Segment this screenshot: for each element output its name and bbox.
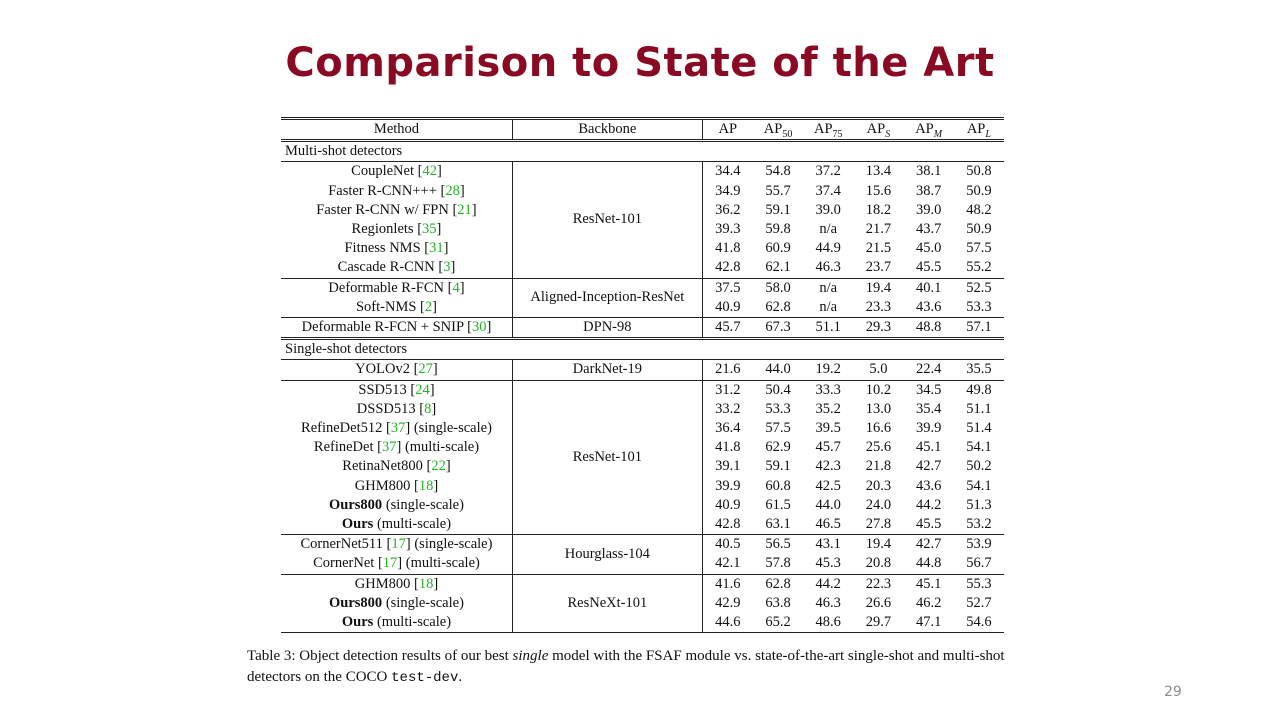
metric-cell: 19.4 <box>853 535 903 555</box>
metric-cell: 5.0 <box>869 361 888 378</box>
metric-cell: 35.2 <box>815 400 841 417</box>
metric-cell: 51.1 <box>966 400 992 417</box>
metric-cell: 31.2 <box>702 380 753 400</box>
metric-cell: 26.6 <box>865 594 892 611</box>
citation-link[interactable]: 27 <box>418 361 433 378</box>
metric-cell: 25.6 <box>865 439 892 456</box>
table-row <box>281 318 1004 339</box>
section-title: Single-shot detectors <box>281 339 1004 360</box>
citation-link[interactable]: 22 <box>431 458 446 475</box>
backbone-cell: DarkNet-19 <box>512 360 702 380</box>
method-cell: SSD513 [24] <box>281 380 512 400</box>
method-cell: Faster R-CNN w/ FPN [21] <box>316 201 477 218</box>
backbone-cell: DPN-98 <box>512 318 702 339</box>
comparison-table-container <box>281 117 1004 633</box>
metric-cell: 45.3 <box>815 555 841 572</box>
method-cell: Regionlets [35] <box>351 221 442 238</box>
metric-cell: 22.3 <box>853 574 903 594</box>
metric-cell: 39.0 <box>915 201 942 218</box>
table-caption: Table 3: Object detection results of our best single model with the FSAF module vs. state-of-the-art single-shot and multi-shot detectors on the COCO test-dev. <box>247 648 1005 686</box>
metric-cell: 62.8 <box>765 298 791 315</box>
metric-cell: 46.5 <box>815 516 841 533</box>
metric-cell: 44.8 <box>915 555 942 572</box>
citation-link[interactable]: 18 <box>418 477 434 494</box>
table-header-row <box>281 119 1004 141</box>
metric-cell: 42.5 <box>815 477 841 494</box>
metric-cell: 42.8 <box>715 259 741 276</box>
metric-cell: 54.1 <box>966 477 992 494</box>
metric-cell: 40.5 <box>702 535 753 555</box>
section-header-row <box>281 141 1004 162</box>
metric-cell: n/a <box>819 221 838 238</box>
method-name: Faster R-CNN+++ <box>328 182 437 199</box>
metric-cell: 23.7 <box>865 259 892 276</box>
method-cell: YOLOv2 [27] <box>355 361 438 378</box>
citation-link[interactable]: 4 <box>452 279 460 296</box>
metric-cell: 53.9 <box>954 535 1004 555</box>
metric-cell: 44.6 <box>715 614 741 631</box>
method-cell: Deformable R-FCN [4] <box>281 278 512 298</box>
metric-cell: 34.4 <box>715 163 741 180</box>
method-cell: CoupleNet [42] <box>351 163 442 180</box>
header-apm: $AP_M$ <box>904 119 954 141</box>
metric-cell: 21.5 <box>865 240 892 257</box>
method-cell: GHM800 [18] <box>354 477 439 494</box>
metric-cell: 45.7 <box>815 439 841 456</box>
metric-cell: 51.1 <box>803 318 853 339</box>
metric-cell: 59.8 <box>765 221 791 238</box>
metric-cell: 20.3 <box>865 477 892 494</box>
method-name: GHM800 <box>354 575 411 592</box>
backbone-cell: ResNet-101 <box>512 162 702 278</box>
header-ap50: $AP_{50}$ <box>753 119 803 141</box>
method-cell: Cascade R-CNN [3] <box>337 259 456 276</box>
method-name: Ours <box>341 516 374 533</box>
metric-cell: 40.9 <box>715 496 741 513</box>
method-name: SSD513 <box>358 381 407 398</box>
metric-cell: 46.2 <box>915 594 942 611</box>
backbone-cell: Aligned-Inception-ResNet <box>512 278 702 317</box>
metric-cell: 44.2 <box>803 574 853 594</box>
table-row <box>281 162 1004 182</box>
metric-cell: 42.7 <box>915 458 942 475</box>
citation-link[interactable]: 37 <box>390 420 406 437</box>
metric-cell: 44.0 <box>815 496 841 513</box>
method-name: CornerNet511 <box>300 536 383 553</box>
metric-cell: 48.8 <box>904 318 954 339</box>
metric-cell: 46.3 <box>815 594 841 611</box>
metric-cell: 34.5 <box>904 380 954 400</box>
metric-cell: 19.2 <box>815 361 841 378</box>
metric-cell: 37.5 <box>702 278 753 298</box>
metric-cell: 46.3 <box>815 259 841 276</box>
method-scale-note: (multi-scale) <box>373 516 452 533</box>
metric-cell: 35.5 <box>966 361 992 378</box>
metric-cell: 43.6 <box>915 477 942 494</box>
method-name: RetinaNet800 <box>342 458 423 475</box>
citation-link[interactable]: 37 <box>381 439 397 456</box>
citation-link[interactable]: 30 <box>471 319 487 336</box>
method-cell: CornerNet [17] (multi-scale) <box>313 555 480 572</box>
citation-link[interactable]: 35 <box>422 221 437 238</box>
method-name: Ours800 <box>329 496 383 513</box>
metric-cell: 13.4 <box>865 163 892 180</box>
metric-cell: 53.2 <box>966 516 992 533</box>
metric-cell: 54.8 <box>765 163 791 180</box>
method-cell: Soft-NMS [2] <box>355 298 437 315</box>
metric-cell: 21.7 <box>865 221 892 238</box>
metric-cell: 38.7 <box>915 182 942 199</box>
metric-cell: 59.1 <box>765 201 791 218</box>
backbone-cell: ResNet-101 <box>512 380 702 535</box>
metric-cell: 54.1 <box>966 439 992 456</box>
metric-cell: 57.5 <box>765 420 791 437</box>
method-cell: DSSD513 [8] <box>356 400 437 417</box>
metric-cell: 59.1 <box>765 458 791 475</box>
metric-cell: 18.2 <box>865 201 892 218</box>
citation-link[interactable]: 21 <box>457 201 472 218</box>
metric-cell: 50.8 <box>966 163 992 180</box>
method-name: Regionlets <box>351 221 414 238</box>
metric-cell: 23.3 <box>865 298 892 315</box>
metric-cell: 42.9 <box>715 594 741 611</box>
table-body <box>281 141 1004 633</box>
metric-cell: 29.7 <box>865 614 892 631</box>
method-name: GHM800 <box>354 477 411 494</box>
metric-cell: 67.3 <box>753 318 803 339</box>
citation-link[interactable]: 2 <box>424 298 433 315</box>
metric-cell: 48.2 <box>966 201 992 218</box>
metric-cell: 15.6 <box>865 182 892 199</box>
section-title: Multi-shot detectors <box>281 141 1004 162</box>
metric-cell: 39.0 <box>815 201 841 218</box>
method-name: Deformable R-FCN + SNIP <box>301 319 464 336</box>
metric-cell: 51.4 <box>966 420 992 437</box>
comparison-table <box>281 117 1004 633</box>
method-scale-note: (single-scale) <box>382 594 464 611</box>
metric-cell: 65.2 <box>765 614 791 631</box>
citation-link[interactable]: 3 <box>443 259 451 276</box>
method-name: Cascade R-CNN <box>337 259 435 276</box>
metric-cell: 39.3 <box>715 221 741 238</box>
header-apl: $AP_L$ <box>954 119 1004 141</box>
metric-cell: 45.7 <box>702 318 753 339</box>
metric-cell: 21.6 <box>715 361 741 378</box>
metric-cell: 47.1 <box>915 614 942 631</box>
method-cell <box>281 515 512 535</box>
metric-cell: 53.3 <box>765 400 791 417</box>
metric-cell: 40.1 <box>904 278 954 298</box>
metric-cell: 60.9 <box>765 240 791 257</box>
metric-cell: 34.9 <box>715 182 741 199</box>
header-backbone: Backbone <box>512 119 702 141</box>
method-cell: Faster R-CNN+++ [28] <box>328 182 465 199</box>
method-name: RefineDet <box>313 439 374 456</box>
metric-cell: 42.3 <box>815 458 841 475</box>
slide-title: Comparison to State of the Art <box>285 40 995 86</box>
metric-cell: 33.2 <box>715 400 741 417</box>
citation-link[interactable]: 24 <box>415 381 430 398</box>
metric-cell: 53.3 <box>966 298 992 315</box>
method-scale-note: (multi-scale) <box>373 614 452 631</box>
metric-cell: 37.2 <box>815 163 841 180</box>
metric-cell: 57.8 <box>765 555 791 572</box>
metric-cell: 16.6 <box>865 420 892 437</box>
metric-cell: 56.5 <box>753 535 803 555</box>
method-name: YOLOv2 <box>355 361 410 378</box>
citation-link[interactable]: 18 <box>418 575 434 592</box>
method-cell: RefineDet [37] (multi-scale) <box>313 439 480 456</box>
metric-cell: 43.7 <box>915 221 942 238</box>
metric-cell: 29.3 <box>853 318 903 339</box>
method-cell <box>281 496 512 515</box>
method-name: Ours800 <box>329 594 383 611</box>
table-row <box>281 574 1004 594</box>
method-cell: CornerNet511 [17] (single-scale) <box>281 535 512 555</box>
header-method: Method <box>281 119 512 141</box>
metric-cell: 44.2 <box>915 496 942 513</box>
metric-cell: 45.0 <box>915 240 942 257</box>
metric-cell: 55.7 <box>765 182 791 199</box>
method-name: Soft-NMS <box>355 298 417 315</box>
table-row <box>281 535 1004 555</box>
metric-cell: 27.8 <box>865 516 892 533</box>
metric-cell: 20.8 <box>865 555 892 572</box>
method-name: Faster R-CNN w/ FPN <box>316 201 449 218</box>
metric-cell: 39.9 <box>915 420 942 437</box>
metric-cell: 62.9 <box>765 439 791 456</box>
header-ap75: $AP_{75}$ <box>803 119 853 141</box>
metric-cell: 22.4 <box>915 361 942 378</box>
metric-cell: 41.8 <box>715 439 741 456</box>
method-scale-note: (multi-scale) <box>402 555 480 572</box>
metric-cell: 55.2 <box>966 259 992 276</box>
method-name: RefineDet512 <box>301 420 383 437</box>
metric-cell: 50.9 <box>966 182 992 199</box>
method-scale-note: (single-scale) <box>382 496 464 513</box>
method-cell <box>281 613 512 633</box>
metric-cell: 43.6 <box>915 298 942 315</box>
metric-cell: 49.8 <box>954 380 1004 400</box>
metric-cell: 50.2 <box>966 458 992 475</box>
metric-cell: 39.5 <box>815 420 841 437</box>
metric-cell: 38.1 <box>915 163 942 180</box>
metric-cell: 45.5 <box>915 259 942 276</box>
metric-cell: 42.7 <box>904 535 954 555</box>
metric-cell: 48.6 <box>815 614 841 631</box>
metric-cell: 50.9 <box>966 221 992 238</box>
citation-link[interactable]: 31 <box>429 240 444 257</box>
metric-cell: 61.5 <box>765 496 791 513</box>
metric-cell: 45.1 <box>904 574 954 594</box>
metric-cell: 60.8 <box>765 477 791 494</box>
metric-cell: 21.8 <box>865 458 892 475</box>
page-number: 29 <box>1164 684 1182 700</box>
metric-cell: 42.8 <box>715 516 741 533</box>
method-scale-note: (single-scale) <box>410 420 492 437</box>
metric-cell: 42.1 <box>715 555 741 572</box>
method-name: DSSD513 <box>356 400 416 417</box>
method-name: CornerNet <box>313 555 375 572</box>
method-name: Fitness NMS <box>344 240 421 257</box>
metric-cell: 51.3 <box>966 496 992 513</box>
metric-cell: 62.1 <box>765 259 791 276</box>
method-cell <box>281 594 512 613</box>
citation-link[interactable]: 28 <box>445 182 460 199</box>
metric-cell: n/a <box>803 278 853 298</box>
metric-cell: 39.1 <box>715 458 741 475</box>
metric-cell: n/a <box>819 298 838 315</box>
metric-cell: 10.2 <box>853 380 903 400</box>
metric-cell: 24.0 <box>865 496 892 513</box>
metric-cell: 44.0 <box>765 361 791 378</box>
backbone-cell: Hourglass-104 <box>512 535 702 574</box>
section-header-row <box>281 339 1004 360</box>
metric-cell: 45.5 <box>915 516 942 533</box>
metric-cell: 57.5 <box>966 240 992 257</box>
metric-cell: 40.9 <box>715 298 741 315</box>
metric-cell: 44.9 <box>815 240 841 257</box>
metric-cell: 13.0 <box>865 400 892 417</box>
metric-cell: 62.8 <box>753 574 803 594</box>
metric-cell: 57.1 <box>954 318 1004 339</box>
citation-link[interactable]: 42 <box>422 163 437 180</box>
metric-cell: 35.4 <box>915 400 942 417</box>
metric-cell: 52.7 <box>966 594 992 611</box>
metric-cell: 33.3 <box>803 380 853 400</box>
metric-cell: 55.3 <box>954 574 1004 594</box>
method-cell: GHM800 [18] <box>281 574 512 594</box>
metric-cell: 58.0 <box>753 278 803 298</box>
citation-link[interactable]: 8 <box>424 400 432 417</box>
metric-cell: 50.4 <box>753 380 803 400</box>
method-cell: RetinaNet800 [22] <box>342 458 451 475</box>
method-scale-note: (multi-scale) <box>401 439 480 456</box>
method-name: CoupleNet <box>351 163 414 180</box>
table-row <box>281 380 1004 400</box>
metric-cell: 36.4 <box>715 420 741 437</box>
header-ap: AP <box>702 119 753 141</box>
metric-cell: 54.6 <box>966 614 992 631</box>
method-cell: Fitness NMS [31] <box>344 240 449 257</box>
citation-link[interactable]: 17 <box>382 555 398 572</box>
metric-cell: 63.1 <box>765 516 791 533</box>
metric-cell: 45.1 <box>915 439 942 456</box>
metric-cell: 41.6 <box>702 574 753 594</box>
citation-link[interactable]: 17 <box>391 536 406 553</box>
metric-cell: 37.4 <box>815 182 841 199</box>
method-name: Ours <box>341 614 374 631</box>
metric-cell: 36.2 <box>715 201 741 218</box>
method-cell: Deformable R-FCN + SNIP [30] <box>281 318 512 339</box>
metric-cell: 39.9 <box>715 477 741 494</box>
backbone-cell: ResNeXt-101 <box>512 574 702 633</box>
method-name: Deformable R-FCN <box>328 279 444 296</box>
method-scale-note: (single-scale) <box>410 536 493 553</box>
metric-cell: 52.5 <box>954 278 1004 298</box>
metric-cell: 41.8 <box>715 240 741 257</box>
metric-cell: 63.8 <box>765 594 791 611</box>
table-row <box>281 360 1004 380</box>
method-cell: RefineDet512 [37] (single-scale) <box>301 420 492 437</box>
metric-cell: 43.1 <box>803 535 853 555</box>
table-row <box>281 278 1004 298</box>
metric-cell: 56.7 <box>966 555 992 572</box>
header-aps: $AP_S$ <box>853 119 903 141</box>
metric-cell: 19.4 <box>853 278 903 298</box>
